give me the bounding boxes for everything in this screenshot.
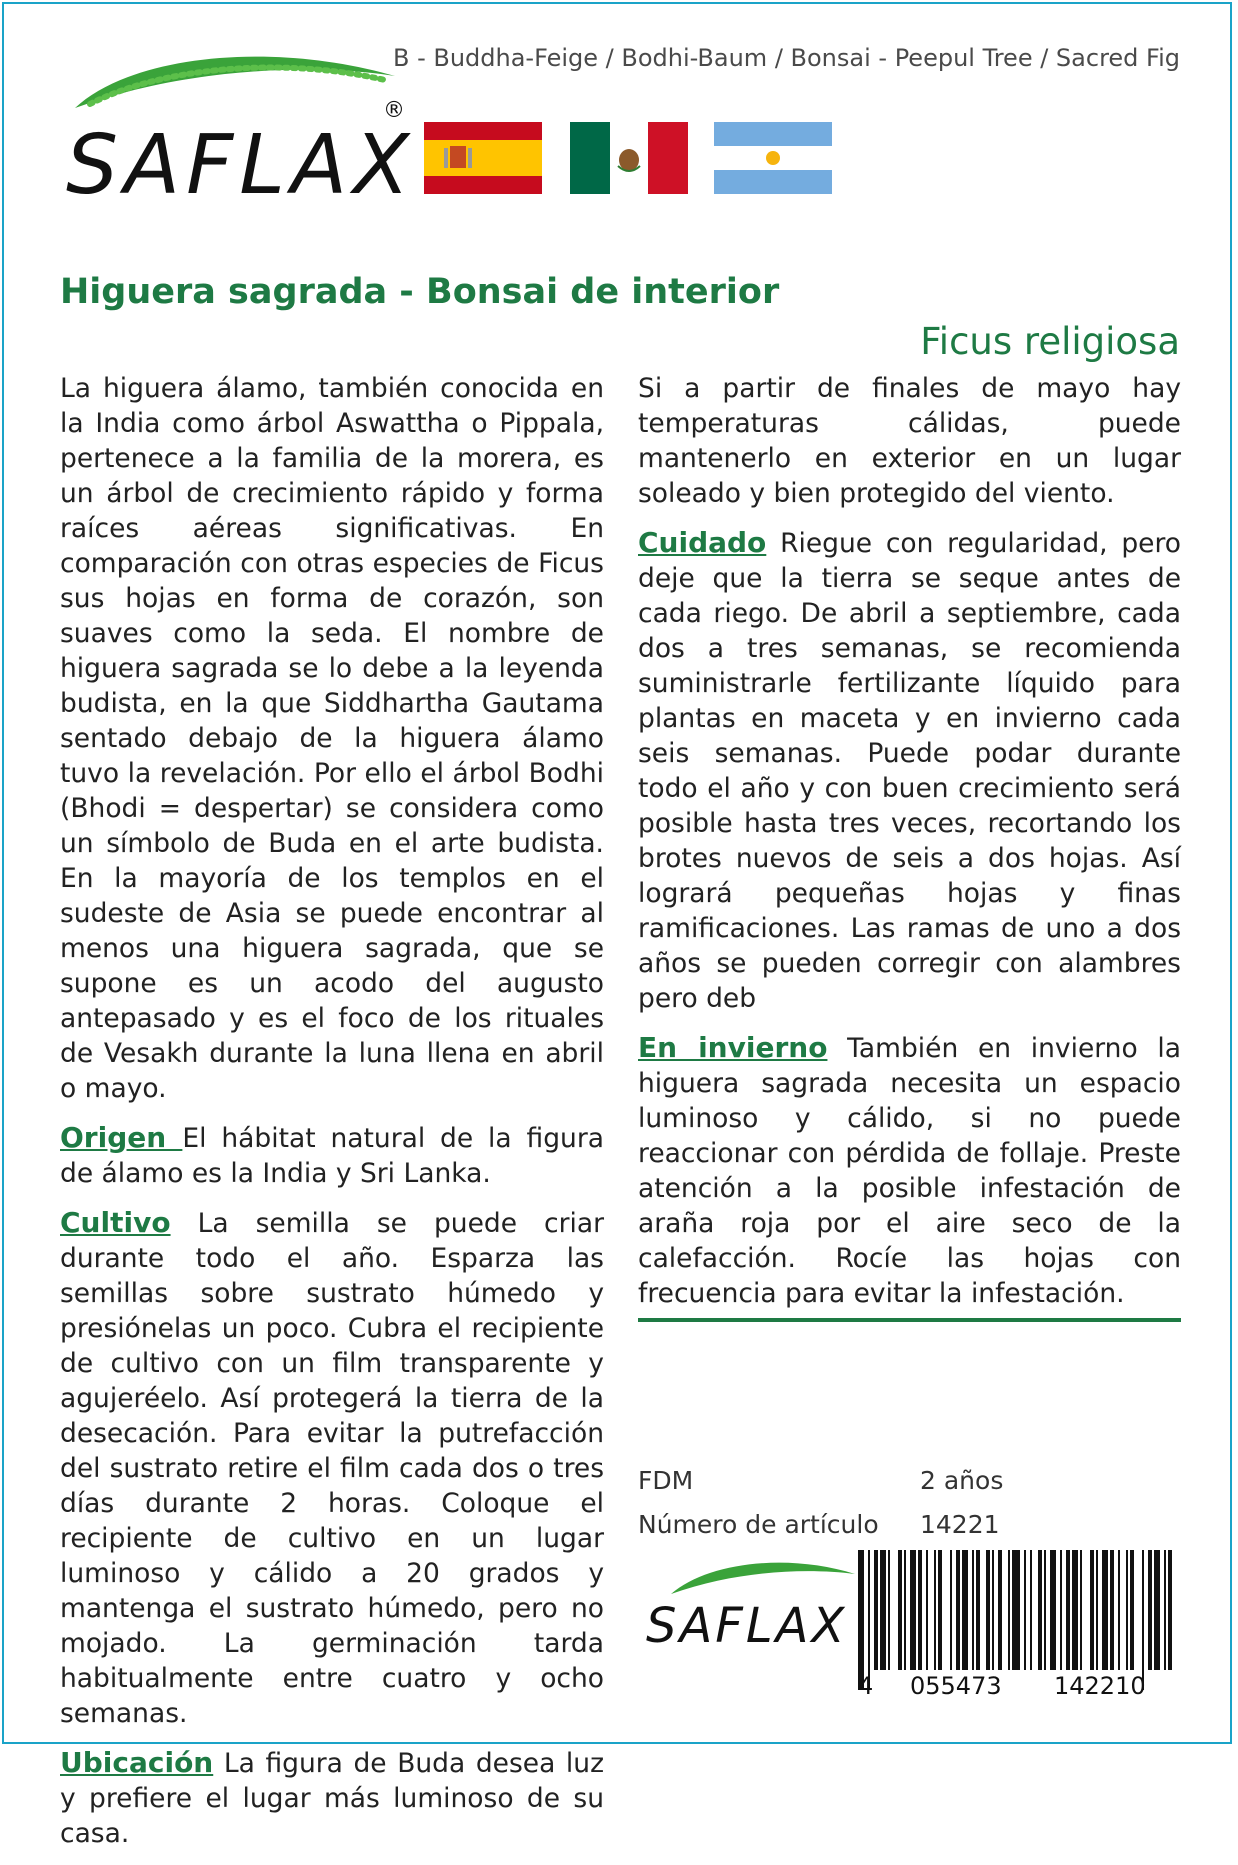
registered-mark: ® (383, 98, 405, 123)
barcode-bar (1080, 1550, 1082, 1670)
barcode-bar (1130, 1550, 1134, 1670)
barcode-bar (986, 1550, 990, 1670)
barcode-left-group: 055473 (910, 1672, 1002, 1700)
barcode-bar (898, 1550, 902, 1670)
barcode-bar (972, 1550, 974, 1670)
barcode-bar (938, 1550, 942, 1670)
barcode-bar (880, 1550, 886, 1670)
ubicacion-text: La figura de Buda desea luz y prefiere el lugar más luminoso de su casa. (60, 1748, 604, 1849)
cuidado-text: Riegue con regularidad, pero deje que la tierra se seque antes de cada riego. De abril a septiembre, cada dos a tres semanas, se recomienda suministrarle fertilizante líquido para plantas en maceta y en invierno cada seis semanas. Puede podar durante todo el año y con buen crecimiento será posible hasta tres veces, recortando los brotes nuevos de seis a dos hojas. Así logrará pequeñas hojas y finas ramificaciones. Las ramas de uno a dos años se pueden corregir con alambres pero deb (638, 528, 1181, 1014)
cultivo-text: La semilla se puede criar durante todo el año. Esparza las semillas sobre sustrato húmedo y presiónelas un poco. Cubra el recipiente de cultivo con un film transparente y agujeréelo. Así protegerá la tierra de la desecación. Para evitar la putrefacción del sustrato retire el film cada dos o tres días durante 2 horas. Coloque el recipiente de cultivo en un lugar luminoso y cálido a 20 grados y mantenga el sustrato húmedo, pero no mojado. La germinación tarda habitualmente entre cuatro y ocho semanas. (60, 1208, 604, 1729)
barcode-bar (1060, 1550, 1062, 1670)
small-logo-leaf-arc (668, 1556, 858, 1598)
cuidado-paragraph (638, 525, 1181, 1016)
article-number-value: 14221 (920, 1510, 1000, 1539)
barcode-bar (926, 1550, 928, 1670)
barcode-bar (934, 1550, 936, 1670)
barcode-right-group: 142210 (1054, 1672, 1146, 1700)
origen-heading: Origen (60, 1121, 183, 1154)
brand-logo: SAFLAX (66, 118, 416, 213)
barcode-bar (918, 1550, 922, 1670)
page-title: Higuera sagrada - Bonsai de interior (60, 272, 780, 312)
barcode-bar (1148, 1550, 1152, 1670)
intro-paragraph: La higuera álamo, también conocida en la India como árbol Aswattha o Pippala, pertenece a la familia de la morera, es un árbol de crecimiento rápido y forma raíces aéreas significativas. En comparación con otras especies de Ficus sus hojas en forma de corazón, son suaves como la seda. El nombre de higuera sagrada se lo debe a la leyenda budista, en la que Siddhartha Gautama sentado debajo de la higuera álamo tuvo la revelación. Por ello el árbol Bodhi (Bhodi = despertar) se considera como un símbolo de Buda en el arte budista. En la mayoría de los templos en el sudeste de Asia se puede encontrar al menos una higuera sagrada, que se supone es un acodo del augusto antepasado y es el foco de los rituales de Vesakh durante la luna llena en abril o mayo. (60, 373, 604, 1104)
barcode-bar (1024, 1550, 1026, 1670)
ubicacion-heading: Ubicación (60, 1746, 214, 1779)
mexico-flag (570, 122, 688, 194)
barcode-bar (858, 1550, 864, 1690)
barcode-bar (904, 1550, 906, 1670)
fdm-value: 2 años (920, 1466, 1004, 1495)
barcode-first-digit: 4 (858, 1672, 874, 1700)
ubicacion-paragraph (60, 1745, 604, 1851)
section-divider (638, 1318, 1181, 1322)
barcode-bar (1154, 1550, 1160, 1670)
barcode-bar (950, 1550, 952, 1670)
cuidado-heading: Cuidado (638, 526, 767, 559)
cultivo-paragraph (60, 1205, 604, 1731)
barcode-bar (1090, 1550, 1094, 1670)
barcode-bar (1126, 1550, 1128, 1670)
small-brand-logo: SAFLAX (646, 1598, 848, 1654)
barcode-bar (1142, 1550, 1144, 1690)
barcode-bar (1044, 1550, 1046, 1670)
barcode-bar (1066, 1550, 1070, 1670)
barcode-bar (874, 1550, 878, 1670)
barcode-bar (992, 1550, 994, 1670)
article-number-label: Número de artículo (638, 1510, 879, 1539)
invierno-text: También en invierno la higuera sagrada necesita un espacio luminoso y cálido, si no puede reaccionar con pérdida de follaje. Preste atención a la posible infestación de araña roja por el aire seco de la calefacción. Rocíe las hojas con frecuencia para evitar la infestación. (638, 1033, 1181, 1309)
fdm-label: FDM (638, 1466, 694, 1495)
barcode-bar (1118, 1550, 1120, 1670)
barcode-bar (1030, 1550, 1032, 1670)
barcode-bar (910, 1550, 916, 1670)
barcode-bar (1050, 1550, 1056, 1670)
barcode-bar (1168, 1550, 1172, 1670)
latin-name: Ficus religiosa (920, 320, 1180, 363)
logo-leaf-arc (70, 46, 400, 116)
invierno-paragraph (638, 1030, 1181, 1311)
origen-paragraph (60, 1120, 604, 1191)
barcode-bar (1012, 1550, 1020, 1670)
invierno-heading: En invierno (638, 1031, 828, 1064)
right-column (638, 371, 1181, 1325)
barcode-bar (1072, 1550, 1078, 1670)
barcode-bar (962, 1550, 968, 1670)
outdoor-paragraph: Si a partir de finales de mayo hay temperaturas cálidas, puede mantenerlo en exterior en un lugar soleado y bien protegido del viento. (638, 373, 1181, 509)
origen-text: El hábitat natural de la figura de álamo es la India y Sri Lanka. (60, 1123, 604, 1189)
argentina-flag (714, 122, 832, 194)
barcode-bar (1102, 1550, 1108, 1670)
cultivo-heading: Cultivo (60, 1206, 171, 1239)
barcode-bar (956, 1550, 960, 1670)
barcode-bar (868, 1550, 870, 1690)
barcode-bar (976, 1550, 980, 1670)
species-names: B - Buddha-Feige / Bodhi-Baum / Bonsai - Peepul Tree / Sacred Fig (392, 44, 1180, 72)
barcode-bar (998, 1550, 1002, 1670)
barcode-bar (1038, 1550, 1042, 1670)
spain-flag (424, 122, 542, 194)
barcode-bar (1008, 1550, 1010, 1670)
barcode-bar (1164, 1550, 1166, 1670)
barcode-bar (1096, 1550, 1098, 1670)
left-column (60, 371, 604, 1865)
barcode-bar (1110, 1550, 1114, 1670)
barcode-bar (888, 1550, 890, 1670)
